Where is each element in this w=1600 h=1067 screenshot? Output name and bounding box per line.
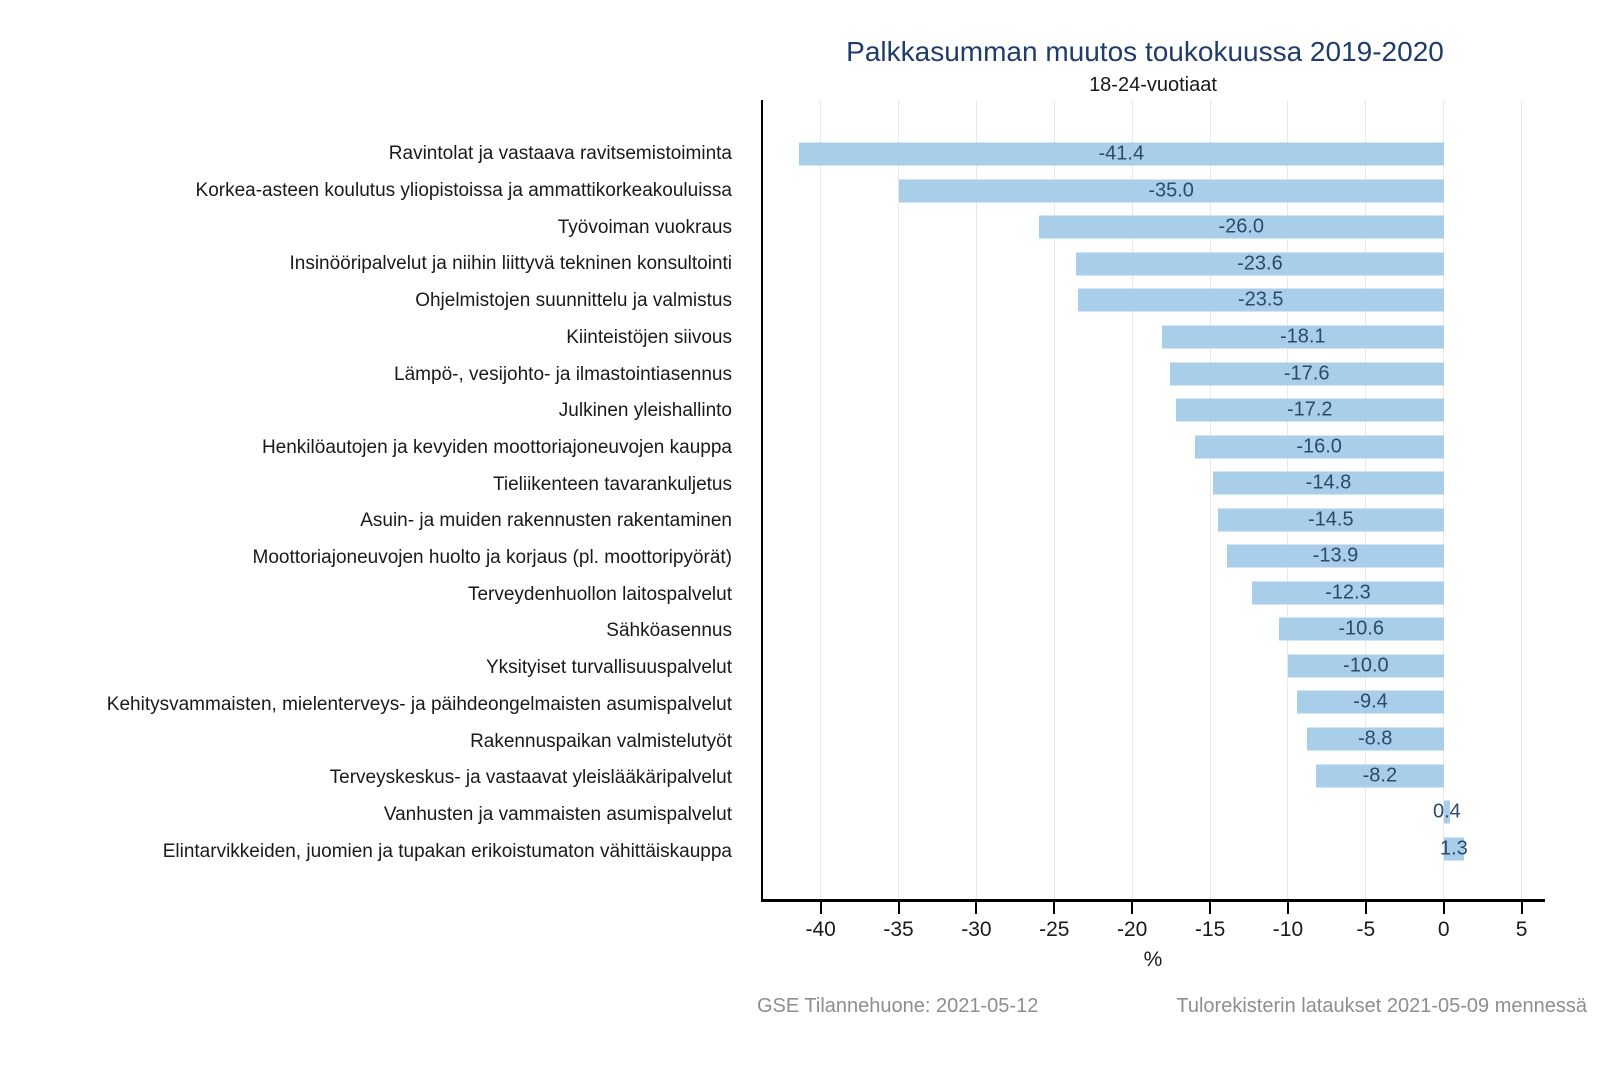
category-label: Lämpö-, vesijohto- ja ilmastointiasennus [394, 363, 732, 385]
x-tick-label: -15 [1194, 918, 1226, 941]
category-row [0, 246, 747, 283]
bar-row [763, 319, 1545, 356]
bar-row [763, 648, 1545, 685]
x-tick-label: 5 [1515, 918, 1528, 941]
category-label: Asuin- ja muiden rakennusten rakentaminen [360, 510, 732, 532]
category-row [0, 723, 747, 760]
x-tick-label: 0 [1437, 918, 1450, 941]
bar-value-label: -16.0 [1296, 435, 1342, 458]
category-row [0, 320, 747, 357]
x-tick-label: -20 [1117, 918, 1148, 941]
x-tick-label: -5 [1356, 918, 1376, 941]
category-row [0, 540, 747, 577]
bar-row [763, 684, 1545, 721]
x-tick-label: -30 [961, 918, 992, 941]
category-row [0, 797, 747, 834]
bar-value-label: -10.6 [1338, 617, 1384, 640]
category-row [0, 576, 747, 613]
x-tick [1521, 902, 1523, 914]
x-tick-label: -40 [805, 918, 836, 941]
chart-title: Palkkasumman muutos toukokuussa 2019-2020 [846, 36, 1444, 67]
bar-row [763, 830, 1545, 867]
category-label: Yksityiset turvallisuuspalvelut [485, 657, 732, 679]
category-row [0, 136, 747, 173]
bar-row [763, 246, 1545, 283]
bar-row [763, 794, 1545, 831]
x-tick [1131, 902, 1133, 914]
chart-footer [757, 995, 1587, 1018]
category-label: Henkilöautojen ja kevyiden moottoriajoneuvojen kauppa [261, 436, 732, 458]
bar-row [763, 721, 1545, 758]
category-label: Ohjelmistojen suunnittelu ja valmistus [415, 290, 732, 312]
bar-row [763, 611, 1545, 648]
bar-row [763, 173, 1545, 210]
category-row [0, 687, 747, 724]
category-label: Vanhusten ja vammaisten asumispalvelut [383, 804, 732, 825]
category-label: Kehitysvammaisten, mielenterveys- ja päihdeongelmaisten asumispalvelut [106, 693, 732, 715]
x-tick [1365, 902, 1367, 914]
bar-value-label: -23.6 [1237, 252, 1283, 275]
x-tick [1443, 902, 1445, 914]
category-axis [0, 100, 747, 902]
category-label: Kiinteistöjen siivous [566, 326, 732, 348]
bar-value-label: -35.0 [1148, 179, 1194, 202]
bar-row [763, 575, 1545, 612]
footer-source-left: GSE Tilannehuone: 2021-05-12 [757, 995, 1039, 1017]
x-tick-label: -10 [1272, 918, 1304, 941]
bar-row [763, 538, 1545, 575]
category-row [0, 173, 747, 210]
bar-value-label: -8.2 [1362, 764, 1398, 787]
bar-row [763, 501, 1545, 538]
bar-row [763, 428, 1545, 465]
x-axis-label: % [1143, 948, 1163, 971]
bar-value-label: -12.3 [1325, 581, 1371, 604]
chart-subtitle: 18-24-vuotiaat [1089, 74, 1217, 96]
category-label: Elintarvikkeiden, juomien ja tupakan erikoistumaton vähittäiskauppa [162, 840, 732, 862]
bar-value-label: -18.1 [1279, 325, 1326, 348]
bar-row [763, 757, 1545, 794]
bar-row [763, 392, 1545, 429]
category-row [0, 209, 747, 246]
bar-value-label: -26.0 [1218, 215, 1265, 238]
category-row [0, 430, 747, 467]
category-row [0, 650, 747, 687]
category-label: Tieliikenteen tavarankuljetus [492, 473, 732, 495]
bar-row [763, 282, 1545, 319]
bar-value-label: 0.4 [1432, 800, 1461, 823]
x-tick [1209, 902, 1211, 914]
category-label: Korkea-asteen koulutus yliopistoissa ja ammattikorkeakouluissa [195, 180, 732, 202]
category-row [0, 760, 747, 797]
x-tick [898, 902, 900, 914]
category-row [0, 283, 747, 320]
bar-row [763, 355, 1545, 392]
bar-value-label: -10.0 [1343, 654, 1389, 677]
bar-value-label: -14.5 [1308, 508, 1354, 531]
category-row [0, 503, 747, 540]
footer-source-right: Tulorekisterin lataukset 2021-05-09 mennessä [1176, 995, 1587, 1017]
x-tick [1287, 902, 1289, 914]
bars-container [763, 100, 1545, 899]
category-label: Insinööripalvelut ja niihin liittyvä tekninen konsultointi [289, 253, 732, 275]
x-tick [820, 902, 822, 914]
category-label: Rakennuspaikan valmistelutyöt [470, 730, 732, 752]
x-tick-label: -25 [1039, 918, 1070, 941]
category-row [0, 466, 747, 503]
category-label: Terveyskeskus- ja vastaavat yleislääkäripalvelut [329, 767, 732, 789]
bar-row [763, 209, 1545, 246]
bar-value-label: -17.6 [1283, 362, 1330, 385]
bar-value-label: -23.5 [1237, 288, 1284, 311]
bar-value-label: -17.2 [1286, 398, 1333, 421]
bar-value-label: -8.8 [1357, 727, 1393, 750]
category-label: Julkinen yleishallinto [558, 400, 732, 422]
category-label: Sähköasennus [606, 620, 732, 642]
bar-value-label: -13.9 [1312, 544, 1359, 567]
category-row [0, 613, 747, 650]
category-row [0, 393, 747, 430]
category-label: Terveydenhuollon laitospalvelut [467, 583, 732, 605]
plot-area [761, 100, 1545, 902]
category-label: Työvoiman vuokraus [557, 216, 732, 238]
bar-value-label: -9.4 [1353, 690, 1388, 713]
bar-row [763, 465, 1545, 502]
category-row [0, 833, 747, 870]
bar-value-label: 1.3 [1439, 837, 1468, 860]
bar-value-label: -41.4 [1098, 142, 1145, 165]
category-label: Ravintolat ja vastaava ravitsemistoiminta [388, 143, 732, 165]
category-label: Moottoriajoneuvojen huolto ja korjaus (pl. moottoripyörät) [252, 547, 732, 569]
x-tick-label: -35 [883, 918, 914, 941]
bar-value-label: -14.8 [1305, 471, 1352, 494]
bar-row [763, 136, 1545, 173]
x-tick [975, 902, 977, 914]
category-row [0, 356, 747, 393]
x-tick [1053, 902, 1055, 914]
